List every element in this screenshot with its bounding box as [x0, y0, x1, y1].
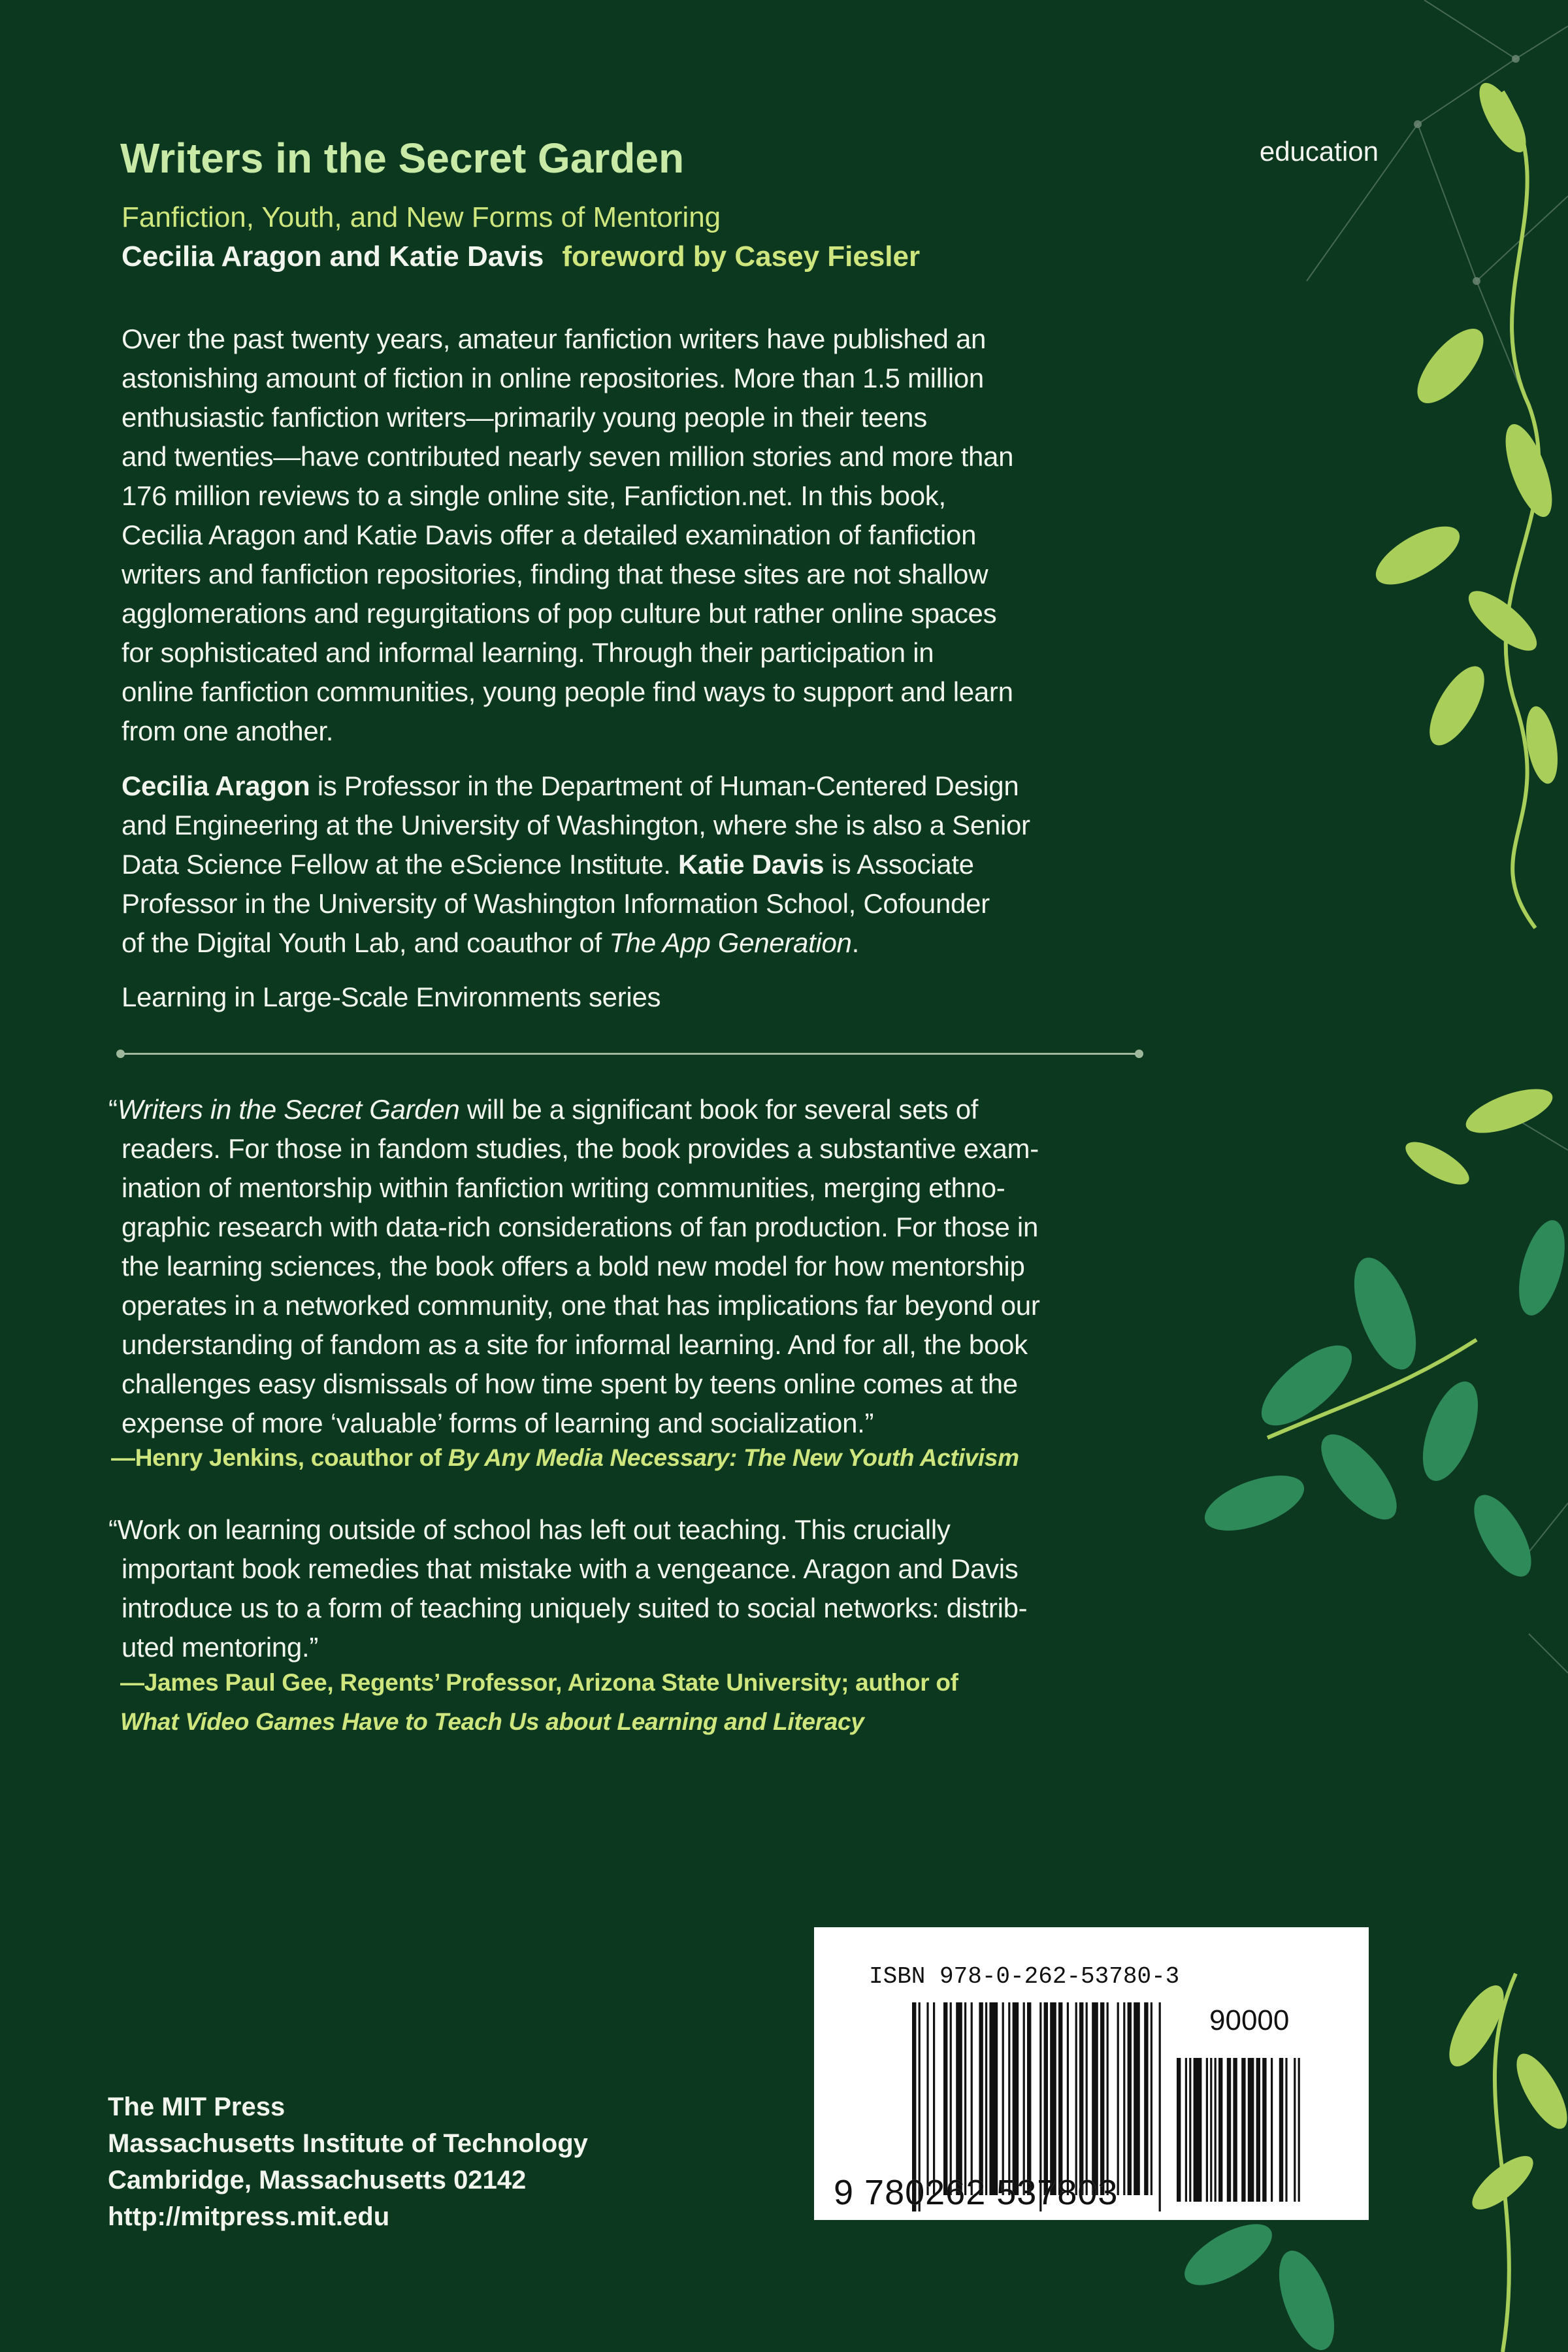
- publisher-name: The MIT Press: [108, 2093, 286, 2121]
- barcode-bar: [1151, 2002, 1152, 2195]
- text-segment: Professor in the University of Washington Information School, Cofounder: [122, 888, 990, 919]
- emphasized-text: Cecilia Aragon: [122, 770, 310, 801]
- text-line: [122, 884, 1030, 923]
- divider: [120, 1053, 1139, 1055]
- text-segment: ination of mentorship within fanfiction writing communities, merging ethno-: [122, 1172, 1005, 1203]
- text-segment: is Professor in the Department of Human-Centered Design: [310, 770, 1019, 801]
- text-segment: for sophisticated and informal learning. Through their participation in: [122, 637, 934, 668]
- text-line: [122, 806, 1030, 845]
- barcode-bar: [1079, 2002, 1083, 2195]
- text-line: [111, 1247, 1040, 1286]
- isbn-barcode: [814, 1927, 1369, 2220]
- text-segment: .: [851, 927, 859, 958]
- barcode-bar: [1067, 2002, 1069, 2195]
- text-line: [111, 1286, 1040, 1325]
- text-line: [111, 1365, 1040, 1404]
- text-segment: challenges easy dismissals of how time spent by teens online comes at the: [122, 1368, 1018, 1399]
- barcode-bar: [979, 2002, 983, 2195]
- barcode-bar: [1117, 2002, 1119, 2195]
- publisher-url[interactable]: http://mitpress.mit.edu: [108, 2202, 390, 2231]
- text-line: [111, 1549, 1027, 1589]
- text-segment: will be a significant book for several sets of: [459, 1094, 979, 1125]
- text-line: [122, 476, 1013, 516]
- author-bio: [122, 767, 1030, 963]
- barcode-bar: [1075, 2002, 1077, 2195]
- text-line: [111, 1129, 1040, 1168]
- text-segment: enthusiastic fanfiction writers—primarily young people in their teens: [122, 402, 927, 433]
- barcode-bar: [1050, 2002, 1056, 2195]
- text-segment: astonishing amount of fiction in online repositories. More than 1.5 million: [122, 363, 984, 393]
- barcode-bar: [1023, 2002, 1025, 2195]
- barcode-bar: [1271, 2058, 1273, 2202]
- text-line: [120, 1702, 958, 1742]
- barcode-bar: [1144, 2002, 1148, 2195]
- text-segment: understanding of fandom as a site for informal learning. And for all, the book: [122, 1329, 1028, 1360]
- text-segment: expense of more ‘valuable’ forms of learning and socialization.”: [122, 1408, 874, 1438]
- text-line: [122, 845, 1030, 884]
- text-segment: introduce us to a form of teaching uniquely suited to social networks: distrib-: [122, 1593, 1028, 1623]
- series-name: [122, 978, 661, 1017]
- barcode-bar: [1100, 2002, 1104, 2195]
- barcode-bar: [1215, 2058, 1217, 2202]
- text-segment: operates in a networked community, one that has implications far beyond our: [122, 1290, 1040, 1321]
- barcode-digits: 9 780262 537803: [834, 2173, 1119, 2212]
- text-line: [122, 398, 1013, 437]
- text-line: [111, 1208, 1040, 1247]
- text-segment: “Work on learning outside of school has left out teaching. This crucially: [108, 1514, 951, 1545]
- barcode-bar: [1185, 2058, 1187, 2202]
- emphasized-text: Katie Davis: [678, 849, 825, 880]
- publisher-info: [108, 2089, 588, 2235]
- text-segment: graphic research with data-rich considerations of fan production. For those in: [122, 1212, 1039, 1242]
- barcode-bar: [1134, 2002, 1140, 2195]
- emphasized-text: The App Generation: [609, 927, 852, 958]
- text-line: [122, 978, 661, 1017]
- barcode-bar: [1194, 2058, 1202, 2202]
- text-line: [111, 1589, 1027, 1628]
- emphasized-text: By Any Media Necessary: The New Youth Activism: [448, 1444, 1019, 1471]
- text-line: [122, 359, 1013, 398]
- text-segment: writers and fanfiction repositories, finding that these sites are not shallow: [122, 559, 988, 589]
- barcode-bar: [1206, 2058, 1208, 2202]
- barcode-bar: [933, 2002, 935, 2195]
- barcode-bar: [1013, 2002, 1019, 2195]
- price-code: 90000: [1209, 2004, 1290, 2036]
- barcode-bar: [1227, 2058, 1231, 2202]
- text-line: [108, 1510, 1027, 1549]
- text-line: [122, 555, 1013, 594]
- foreword-credit: foreword by Casey Fiesler: [562, 240, 921, 273]
- leaves-light: [1367, 76, 1568, 2218]
- text-segment: online fanfiction communities, young people find ways to support and learn: [122, 676, 1013, 707]
- barcode-bar: [1262, 2058, 1266, 2202]
- category-label: education: [1259, 136, 1379, 167]
- text-segment: of the Digital Youth Lab, and coauthor of: [122, 927, 610, 958]
- barcode-bar: [1210, 2058, 1212, 2202]
- endorsement-attribution-2: [120, 1663, 958, 1742]
- emphasized-text: What Video Games Have to Teach Us about Learning and Literacy: [120, 1708, 864, 1735]
- text-line: [111, 1325, 1040, 1365]
- barcode-bar: [1027, 2002, 1031, 2195]
- barcode-bar: [1128, 2002, 1132, 2195]
- text-segment: Cecilia Aragon and Katie Davis offer a detailed examination of fanfiction: [122, 520, 977, 550]
- text-line: [122, 767, 1030, 806]
- emphasized-text: —Henry Jenkins, coauthor of: [111, 1444, 448, 1471]
- text-segment: Over the past twenty years, amateur fanfiction writers have published an: [122, 323, 987, 354]
- barcode-bar: [985, 2002, 987, 2195]
- barcode-bar: [1294, 2058, 1296, 2202]
- barcode-bar: [1256, 2058, 1260, 2202]
- barcode-bar: [1086, 2002, 1088, 2195]
- barcode-bar: [1058, 2002, 1062, 2195]
- barcode-bar: [971, 2002, 973, 2195]
- barcode-bar: [1285, 2058, 1287, 2202]
- barcode-bar: [1233, 2058, 1237, 2202]
- book-subtitle: Fanfiction, Youth, and New Forms of Mentoring: [122, 201, 721, 233]
- text-line: [111, 1168, 1040, 1208]
- isbn-text: ISBN 978-0-262-53780-3: [869, 1963, 1180, 1990]
- barcode-bar: [1159, 2002, 1161, 2211]
- barcode-bar: [1002, 2002, 1004, 2195]
- endorsement-quote-2: [108, 1510, 1028, 1667]
- text-line: [111, 1404, 1040, 1443]
- barcode-bar: [1123, 2002, 1125, 2195]
- text-segment: is Associate: [824, 849, 974, 880]
- barcode-bar: [1177, 2058, 1181, 2202]
- text-segment: “: [108, 1094, 118, 1125]
- text-segment: and twenties—have contributed nearly seven million stories and more than: [122, 441, 1014, 472]
- barcode-bar: [964, 2002, 966, 2195]
- text-segment: from one another.: [122, 716, 334, 746]
- publisher-institution: Massachusetts Institute of Technology: [108, 2129, 588, 2158]
- text-segment: agglomerations and regurgitations of pop culture but rather online spaces: [122, 598, 997, 629]
- barcode-bar: [943, 2002, 947, 2195]
- description: [122, 320, 1013, 751]
- barcode-bar: [950, 2002, 952, 2195]
- barcode-bar: [1279, 2058, 1283, 2202]
- barcode-bar: [1241, 2058, 1245, 2202]
- endorsement-quote-1: [108, 1090, 1040, 1443]
- text-line: [122, 712, 1013, 751]
- barcode-bar: [1298, 2058, 1300, 2202]
- barcode-bar: [1189, 2058, 1191, 2202]
- text-line: [108, 1090, 1040, 1129]
- text-line: [120, 1663, 958, 1702]
- text-line: [122, 594, 1013, 633]
- text-line: [122, 320, 1013, 359]
- text-segment: the learning sciences, the book offers a bold new model for how mentorship: [122, 1251, 1025, 1282]
- barcode-bar: [989, 2002, 998, 2195]
- emphasized-text: Writers in the Secret Garden: [117, 1094, 460, 1125]
- barcode-bar: [1218, 2058, 1222, 2202]
- barcode-bar: [956, 2002, 962, 2195]
- endorsement-attribution-1: [111, 1438, 1019, 1478]
- text-line: [122, 516, 1013, 555]
- text-segment: 176 million reviews to a single online site, Fanfiction.net. In this book,: [122, 480, 946, 511]
- text-line: [122, 633, 1013, 672]
- text-segment: important book remedies that mistake with a vengeance. Aragon and Davis: [122, 1553, 1019, 1584]
- text-line: [111, 1438, 1019, 1478]
- text-line: [122, 672, 1013, 712]
- publisher-address: Cambridge, Massachusetts 02142: [108, 2166, 527, 2195]
- barcode-bar: [1092, 2002, 1098, 2195]
- text-segment: readers. For those in fandom studies, the book provides a substantive exam-: [122, 1133, 1039, 1164]
- emphasized-text: —James Paul Gee, Regents’ Professor, Arizona State University; author of: [120, 1669, 958, 1696]
- barcode-bar: [1008, 2002, 1010, 2195]
- book-title: Writers in the Secret Garden: [120, 135, 685, 182]
- text-line: [111, 1628, 1027, 1667]
- barcode-bar: [1107, 2002, 1109, 2195]
- byline: [122, 240, 920, 273]
- text-segment: uted mentoring.”: [122, 1632, 319, 1663]
- text-segment: Learning in Large-Scale Environments series: [122, 982, 661, 1012]
- text-line: [122, 923, 1030, 963]
- text-line: [122, 437, 1013, 476]
- text-segment: and Engineering at the University of Washington, where she is also a Senior: [122, 810, 1030, 840]
- barcode-bar: [926, 2002, 928, 2195]
- barcode-bar: [1248, 2058, 1254, 2202]
- text-segment: Data Science Fellow at the eScience Institute.: [122, 849, 679, 880]
- barcode-bar: [1044, 2002, 1048, 2195]
- authors: Cecilia Aragon and Katie Davis: [122, 240, 544, 273]
